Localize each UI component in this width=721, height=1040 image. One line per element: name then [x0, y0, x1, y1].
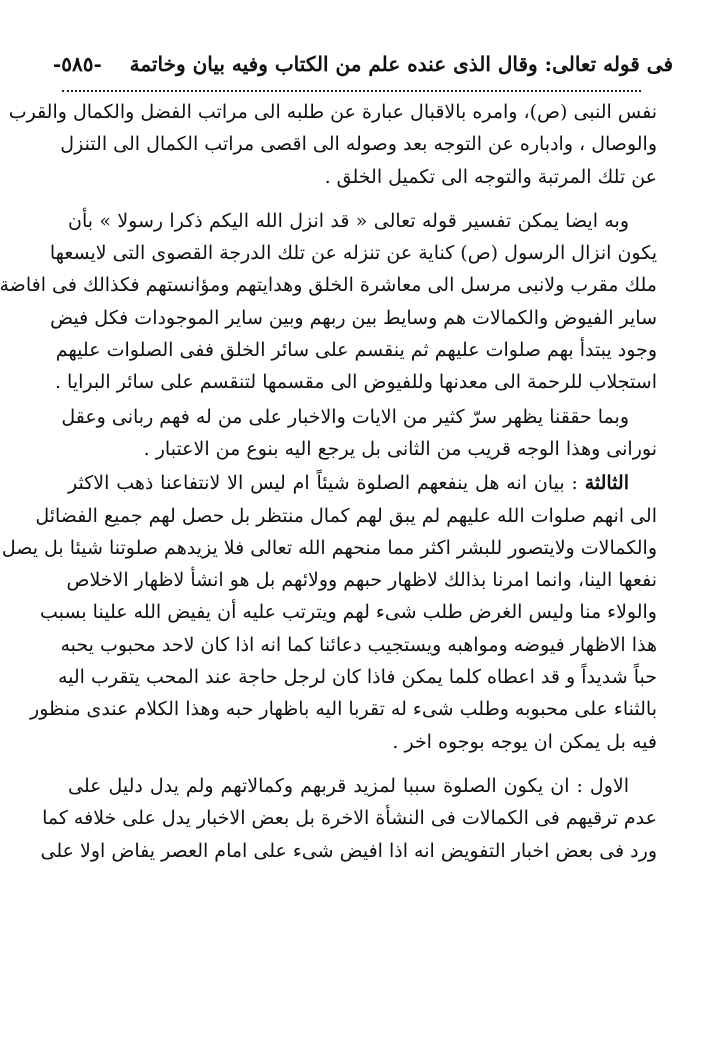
text-line: وبما حققنا يظهر سرّ كثير من الايات والاخبار على من له فهم ربانى وعقل — [61, 405, 629, 428]
text-line: ملك مقرب ولانبى مرسل الى معاشرة الخلق وهدايتهم ومؤانستهم فكذالك فى افاضة — [0, 274, 657, 297]
text-line: عن تلك المرتبة والتوجه الى تكميل الخلق . — [324, 165, 657, 188]
text-line: والوصال ، وادباره عن التوجه بعد وصوله الى اقصى مراتب الكمال الى التنزل — [60, 133, 657, 156]
paragraph-4 — [1, 467, 657, 758]
page-header — [48, 46, 673, 82]
text-line: نفس النبى (ص)، وامره بالاقبال عبارة عن طلبه الى مراتب الفضل والكمال والقرب — [8, 101, 657, 123]
text-line: وبه ايضا يمكن تفسير قوله تعالى « قد انزل الله اليكم ذكرا رسولا » بأن — [68, 209, 629, 232]
text-line: والولاء منا وليس الغرض طلب شىء لهم ويترتب عليه أن يفيض الله علينا بسبب — [40, 601, 657, 624]
text-line: الثالثة : بيان انه هل ينفعهم الصلوة شيئاً ام ليس الا لانتفاعنا ذهب الاكثر — [68, 472, 629, 495]
text-line: نورانى وهذا الوجه قريب من الثانى بل يرجع اليه بنوع من الاعتبار . — [143, 437, 657, 460]
header-divider — [62, 90, 641, 92]
text-line: يكون انزال الرسول (ص) كناية عن تنزله عن تلك الدرجة القصوى التى لايسعها — [49, 242, 657, 265]
paragraph-3 — [61, 401, 657, 466]
text-line: هذا الاظهار فيوضه ومواهبه ويستجيب دعائنا كما انه اذا كان لاحد محبوب يحبه — [60, 633, 657, 656]
header-title: فى قوله تعالى: وقال الذى عنده علم من الكتاب وفيه بيان وخاتمة — [129, 52, 673, 76]
paragraph-2 — [0, 205, 657, 399]
text-line: الاول : ان يكون الصلوة سببا لمزيد قربهم وكمالاتهم ولم يدل دليل على — [68, 774, 629, 797]
text-line: الى انهم صلوات الله عليهم لم يبق لهم كمال منتظر بل حصل لهم جميع الفضائل — [35, 504, 657, 527]
paragraph-5 — [40, 770, 657, 867]
text-line: عدم ترقيهم فى الكمالات فى النشأة الاخرة بل بعض الاخبار يدل على خلافه كما — [42, 807, 657, 830]
text-line: بالثناء على محبوبه وطلب شىء له تقربا اليه باظهار حبه وهذا الكلام عندى منظور — [30, 698, 657, 721]
text-line: نفعها الينا، وانما امرنا بذالك لاظهار حبهم وولائهم بل هو انشأ لاظهار الاخلاص — [66, 569, 657, 592]
text-line: استجلاب للرحمة الى معدنها وللفيوض الى مقسمها لتنقسم على سائر البرايا . — [54, 371, 657, 394]
text-line: حباً شديداً و قد اعطاه كلما يمكن فاذا كان لرجل حاجة عند المحب يتقرب اليه — [57, 666, 657, 689]
text-line: ورد فى بعض اخبار التفويض انه اذا افيض شىء على امام العصر يفاض اولا على — [40, 839, 657, 862]
text-line: وجود يبتدأ بهم صلوات عليهم ثم ينقسم على سائر الخلق ففى الصلوات عليهم — [55, 339, 657, 362]
text-line: والكمالات ولايتصور للبشر اكثر مما منحهم الله تعالى فلا يزيدهم صلوتنا شيئا بل يصل — [1, 536, 657, 559]
text-line: ساير الفيوض والكمالات هم وسايط بين ربهم وبين ساير الموجودات فكل فيض — [50, 306, 657, 329]
page-number: -٥٨٥- — [52, 52, 102, 76]
body-text — [0, 96, 657, 867]
text-line: فيه بل يمكن ان يوجه بوجوه اخر . — [392, 730, 657, 753]
paragraph-1 — [8, 96, 657, 193]
section-label: الثالثة — [584, 472, 629, 495]
